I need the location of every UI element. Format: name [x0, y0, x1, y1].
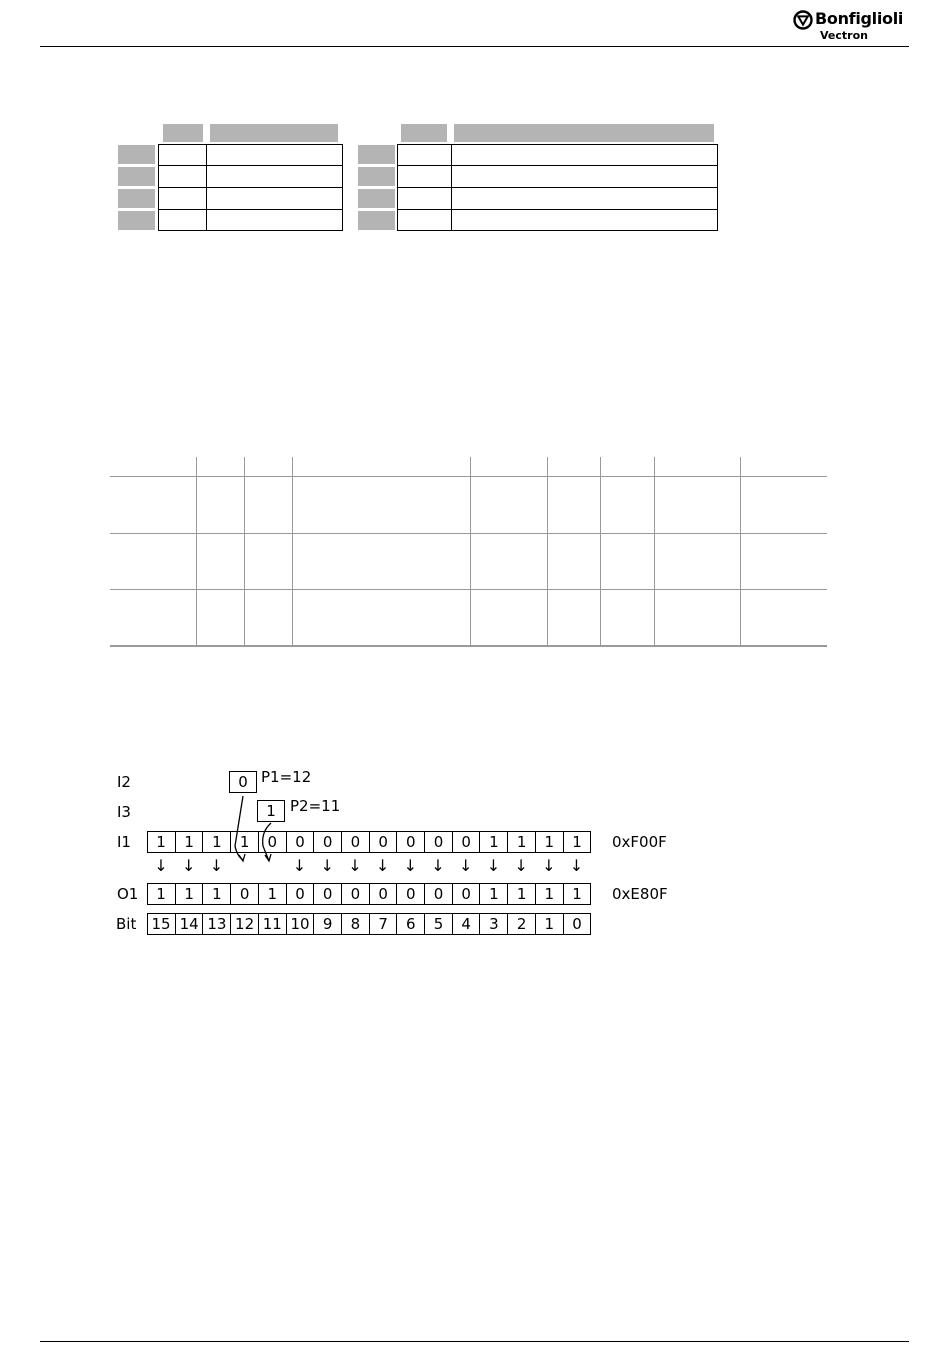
down-arrow-icon: ↓	[458, 856, 473, 875]
down-arrow-icon: ↓	[181, 856, 196, 875]
row-label-bit: Bit	[116, 915, 137, 933]
bit-number-cell: 13	[202, 913, 230, 935]
bit-number-cell: 6	[396, 913, 424, 935]
bit-number-cell: 5	[424, 913, 452, 935]
i1-bit-cell: 0	[424, 831, 452, 853]
grid-row-label	[358, 167, 395, 186]
o1-bit-cell: 1	[258, 883, 286, 905]
bit-number-cell: 3	[479, 913, 507, 935]
bit-number-cell: 12	[230, 913, 258, 935]
i1-bit-cell: 0	[286, 831, 314, 853]
grid-header-cell	[210, 124, 338, 142]
bit-number-cell: 0	[563, 913, 591, 935]
row-label-o1: O1	[117, 885, 139, 903]
brand-name: Bonfiglioli	[815, 9, 904, 28]
down-arrow-icon: ↓	[431, 856, 445, 875]
i1-bit-cell: 1	[535, 831, 563, 853]
bit-number-row	[147, 913, 591, 935]
o1-bit-cell: 1	[156, 885, 166, 903]
o1-bit-cell: 1	[175, 883, 203, 905]
grid-row-label	[358, 189, 395, 208]
down-arrow-icon: ↓	[154, 856, 168, 875]
i1-bit-cell: 1	[507, 831, 535, 853]
i1-bit-cell: 0	[313, 831, 341, 853]
o1-register	[147, 883, 591, 905]
bit-number-cell: 8	[341, 913, 369, 935]
header-rule	[40, 46, 909, 47]
p1-value-box: 0	[229, 771, 257, 793]
i1-register	[147, 831, 591, 853]
bit-number-cell: 10	[286, 913, 314, 935]
i1-bit-cell: 0	[452, 831, 480, 853]
o1-bit-cell: 0	[230, 883, 258, 905]
p2-value-box: 1	[257, 800, 285, 822]
row-label-i2: I2	[117, 773, 131, 791]
o1-hex-value: 0xE80F	[612, 885, 668, 903]
i1-bit-cell: 1	[230, 831, 258, 853]
i1-bit-cell: 0	[258, 831, 286, 853]
bonfiglioli-logo-icon	[793, 10, 813, 30]
down-arrow-icon: ↓	[542, 856, 556, 875]
down-arrow-icon: ↓	[569, 856, 584, 875]
i1-bit-cell: 0	[369, 831, 397, 853]
insert-arrows	[225, 792, 285, 866]
bit-number-cell: 11	[258, 913, 286, 935]
i1-bit-cell: 0	[341, 831, 369, 853]
down-arrow-icon: ↓	[348, 856, 362, 875]
down-arrow-icon: ↓	[403, 856, 417, 875]
o1-bit-cell: 0	[286, 883, 314, 905]
o1-bit-cell: 0	[396, 883, 424, 905]
bit-number-cell: 1	[535, 913, 563, 935]
grid-row-label	[358, 211, 395, 230]
bit-number-cell: 15	[151, 915, 171, 933]
bit-number-cell: 9	[313, 913, 341, 935]
i1-bit-cell: 1	[156, 833, 166, 851]
o1-bit-cell: 0	[424, 883, 452, 905]
down-arrow-icon: ↓	[375, 856, 390, 875]
row-label-i3: I3	[117, 803, 131, 821]
o1-bit-cell: 1	[202, 883, 230, 905]
grid-row-label	[118, 211, 155, 230]
down-arrow-icon: ↓	[486, 856, 501, 875]
grid-row-label	[118, 145, 155, 164]
grid-header-cell	[163, 124, 203, 142]
o1-bit-cell: 1	[507, 883, 535, 905]
i1-hex-value: 0xF00F	[612, 833, 667, 851]
grid-row-label	[118, 189, 155, 208]
down-arrow-icon: ↓	[514, 856, 528, 875]
grid-row-label	[118, 167, 155, 186]
bit-number-cell: 4	[452, 913, 480, 935]
bit-number-cell: 7	[369, 913, 397, 935]
grid-body	[397, 144, 718, 231]
i1-bit-cell: 1	[479, 831, 507, 853]
grid-header-cell	[401, 124, 447, 142]
o1-bit-cell: 0	[341, 883, 369, 905]
grid-row-label	[358, 145, 395, 164]
p1-label: P1=12	[261, 768, 312, 786]
footer-rule	[40, 1341, 909, 1342]
p2-label: P2=11	[290, 797, 341, 815]
o1-bit-cell: 0	[369, 883, 397, 905]
grid-header-cell	[454, 124, 714, 142]
grid-body	[158, 144, 343, 231]
bit-number-cell: 2	[507, 913, 535, 935]
i1-bit-cell: 1	[175, 831, 203, 853]
o1-bit-cell: 1	[535, 883, 563, 905]
brand-logo	[793, 7, 913, 47]
brand-sub-name: Vectron	[820, 29, 868, 42]
bit-number-cell: 14	[175, 913, 203, 935]
o1-bit-cell: 0	[313, 883, 341, 905]
o1-bit-cell: 1	[563, 883, 591, 905]
down-arrow-icon: ↓	[209, 856, 224, 875]
i1-bit-cell: 1	[563, 831, 591, 853]
i1-bit-cell: 1	[202, 831, 230, 853]
o1-bit-cell: 0	[452, 883, 480, 905]
i1-bit-cell: 0	[396, 831, 424, 853]
o1-bit-cell: 1	[479, 883, 507, 905]
down-arrow-icon: ↓	[320, 856, 334, 875]
row-label-i1: I1	[117, 833, 131, 851]
down-arrow-icon: ↓	[292, 856, 307, 875]
